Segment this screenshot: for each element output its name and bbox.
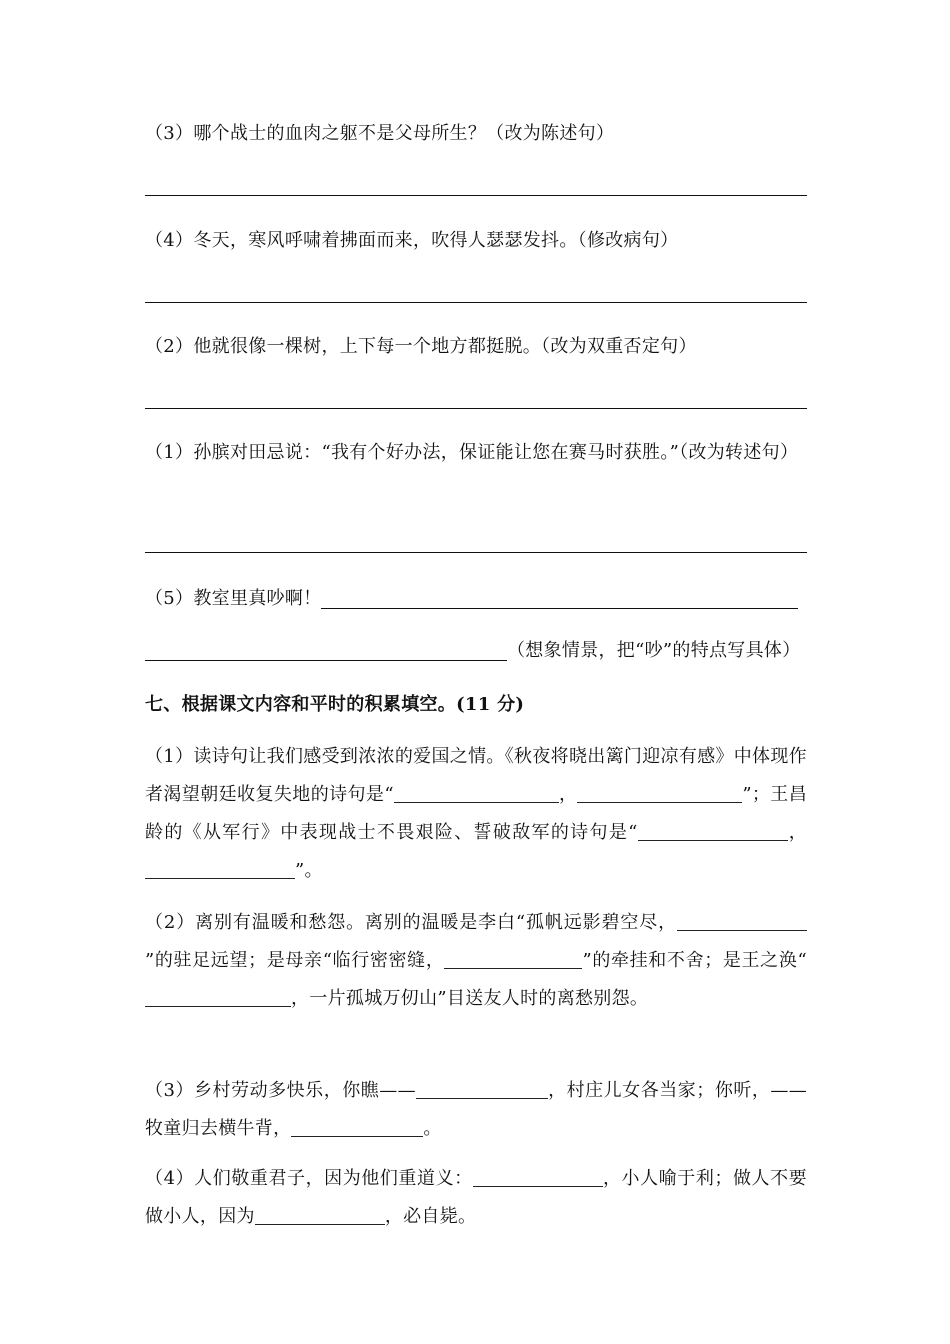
- section-7-heading: 七、根据课文内容和平时的积累填空。(11 分): [145, 694, 525, 715]
- section-7-item-2: [145, 904, 807, 1018]
- question-3: （3）哪个战士的血肉之躯不是父母所生？（改为陈述句）: [145, 123, 615, 144]
- item-4-text-b: ，小人喻于利；做人不要做小人，因为: [145, 1168, 807, 1227]
- section-7-item-3: [145, 1072, 807, 1148]
- question-4: （4）冬天，寒风呼啸着拂面而来，吹得人瑟瑟发抖。（修改病句）: [145, 230, 679, 251]
- item-2-text-c: ”的牵挂和不舍；是王之涣“: [582, 950, 807, 971]
- item-2-text-d: ，一片孤城万仞山”目送友人时的离愁别怨。: [291, 988, 649, 1009]
- blank-2b[interactable]: [444, 949, 582, 969]
- question-5-prompt: （5）教室里真吵啊！: [145, 588, 322, 609]
- item-2-text-b: ”的驻足远望；是母亲“临行密密缝，: [145, 950, 445, 971]
- item-3-text-b: ，村庄儿女各当家；你听，——牧童归去横牛背，: [145, 1080, 807, 1139]
- section-7-item-1: [145, 738, 807, 890]
- answer-line-5b[interactable]: [145, 642, 507, 661]
- question-5-hint: （想象情景，把“吵”的特点写具体）: [507, 640, 801, 661]
- blank-3b[interactable]: [291, 1117, 423, 1137]
- blank-1a[interactable]: [394, 783, 559, 803]
- blank-1b[interactable]: [577, 783, 742, 803]
- answer-line-3[interactable]: [145, 195, 807, 196]
- item-1-text-e: ”。: [295, 860, 323, 881]
- item-4-text-a: （4）人们敬重君子，因为他们重道义：: [145, 1168, 473, 1189]
- blank-2c[interactable]: [145, 987, 291, 1007]
- answer-line-4[interactable]: [145, 302, 807, 303]
- section-7-item-4: [145, 1160, 807, 1236]
- item-1-text-c: ”；王昌龄的《从军行》中表现战士不畏艰险、誓破敌军的诗句是“: [145, 784, 807, 843]
- question-1: （1）孙膑对田忌说：“我有个好办法，保证能让您在赛马时获胜。”（改为转述句）: [145, 442, 799, 463]
- question-5: [145, 580, 807, 618]
- question-2: （2）他就很像一棵树，上下每一个地方都挺脱。（改为双重否定句）: [145, 336, 697, 357]
- answer-line-5a[interactable]: [321, 590, 798, 609]
- item-3-text-a: （3）乡村劳动多快乐，你瞧——: [145, 1080, 416, 1101]
- answer-line-2[interactable]: [145, 408, 807, 409]
- blank-1c[interactable]: [638, 821, 788, 841]
- answer-line-1[interactable]: [145, 552, 807, 553]
- item-1-text-b: ，: [558, 784, 578, 805]
- item-4-text-c: ，必自毙。: [384, 1206, 477, 1227]
- blank-4a[interactable]: [473, 1167, 603, 1187]
- blank-2a[interactable]: [677, 911, 807, 931]
- item-3-text-c: 。: [423, 1118, 442, 1139]
- item-2-text-a: （2）离别有温暖和愁怨。离别的温暖是李白“孤帆远影碧空尽，: [145, 912, 677, 933]
- question-5-continued: [145, 632, 807, 670]
- item-1-text-a: （1）读诗句让我们感受到浓浓的爱国之情。《秋夜将晓出篱门迎凉有感》中体现作者渴望朝廷收复失地的诗句是“: [145, 746, 807, 805]
- item-1-text-d: ，: [787, 822, 807, 843]
- blank-1d[interactable]: [145, 859, 295, 879]
- blank-3a[interactable]: [416, 1079, 548, 1099]
- blank-4b[interactable]: [255, 1205, 385, 1225]
